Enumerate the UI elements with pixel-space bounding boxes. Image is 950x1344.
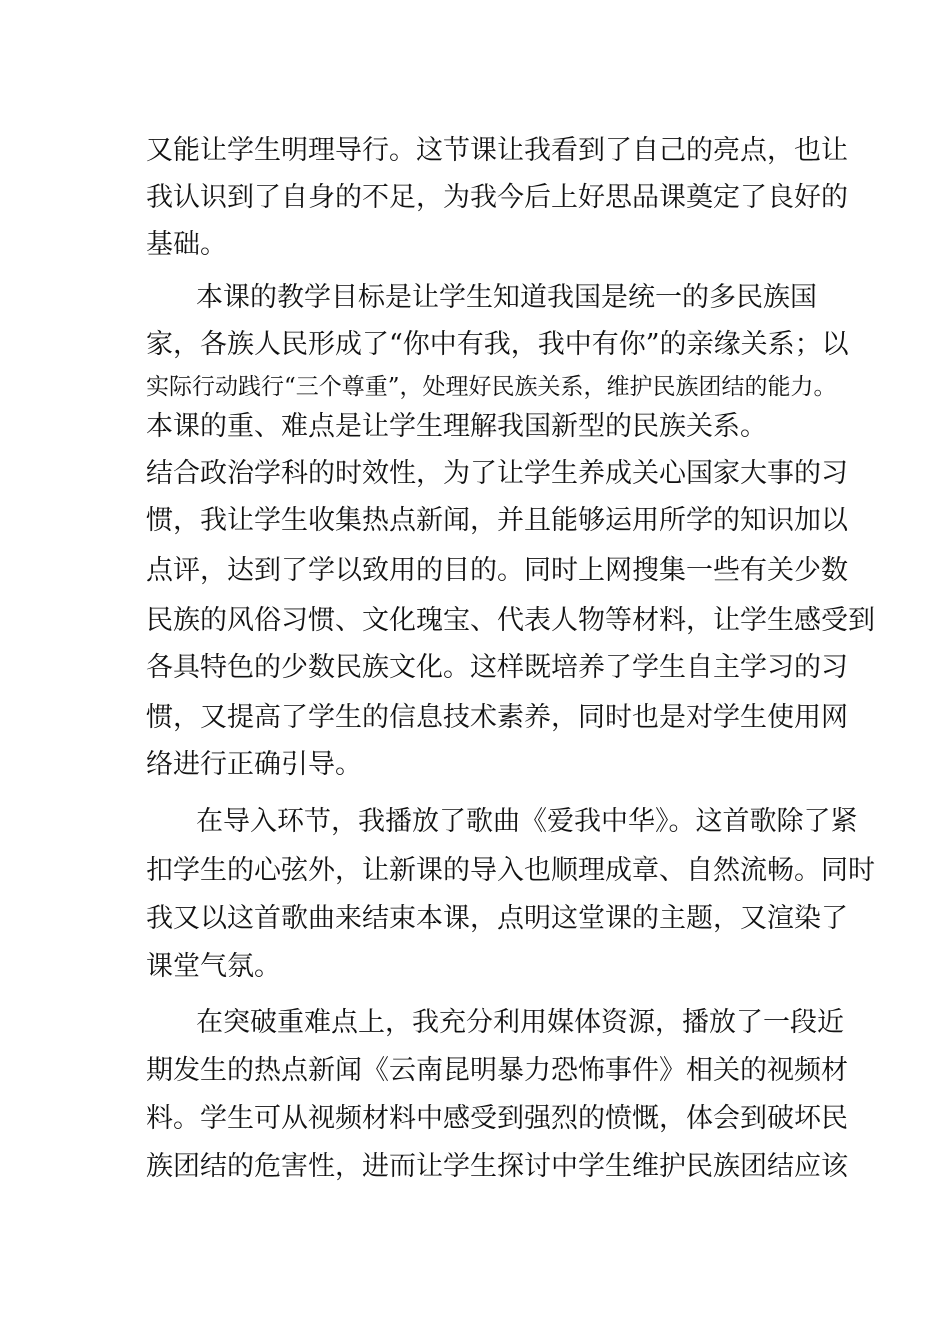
text-line: 实际行动践行“三个尊重”，处理好民族关系，维护民族团结的能力。 [146,374,837,400]
text-line: 课堂气氛。 [146,951,281,982]
paragraph-first-line: 在导入环节，我播放了歌曲《爱我中华》。这首歌除了紧 [196,806,858,837]
text-line: 家，各族人民形成了“你中有我，我中有你”的亲缘关系；以 [146,329,849,360]
text-line: 民族的风俗习惯、文化瑰宝、代表人物等材料，让学生感受到 [146,605,875,636]
text-line: 期发生的热点新闻《云南昆明暴力恐怖事件》相关的视频材 [146,1055,848,1086]
text-line: 我又以这首歌曲来结束本课，点明这堂课的主题，又渲染了 [146,903,848,934]
text-line: 族团结的危害性，进而让学生探讨中学生维护民族团结应该 [146,1151,848,1182]
text-line: 络进行正确引导。 [146,749,362,780]
text-line: 又能让学生明理导行。这节课让我看到了自己的亮点，也让 [146,135,848,166]
text-line: 点评，达到了学以致用的目的。同时上网搜集一些有关少数 [146,555,848,586]
text-line: 本课的重、难点是让学生理解我国新型的民族关系。 [146,411,767,442]
text-line: 惯，我让学生收集热点新闻，并且能够运用所学的知识加以 [146,505,848,536]
text-line: 惯，又提高了学生的信息技术素养，同时也是对学生使用网 [146,702,848,733]
text-line: 基础。 [146,229,227,260]
paragraph-first-line: 在突破重难点上，我充分利用媒体资源，播放了一段近 [196,1007,844,1038]
text-line: 我认识到了自身的不足，为我今后上好思品课奠定了良好的 [146,182,848,213]
text-line: 扣学生的心弦外，让新课的导入也顺理成章、自然流畅。同时 [146,855,875,886]
paragraph-first-line: 结合政治学科的时效性，为了让学生养成关心国家大事的习 [146,458,848,489]
text-line: 料。学生可从视频材料中感受到强烈的愤慨，体会到破坏民 [146,1103,848,1134]
paragraph-first-line: 本课的教学目标是让学生知道我国是统一的多民族国 [196,282,817,313]
text-line: 各具特色的少数民族文化。这样既培养了学生自主学习的习 [146,652,848,683]
